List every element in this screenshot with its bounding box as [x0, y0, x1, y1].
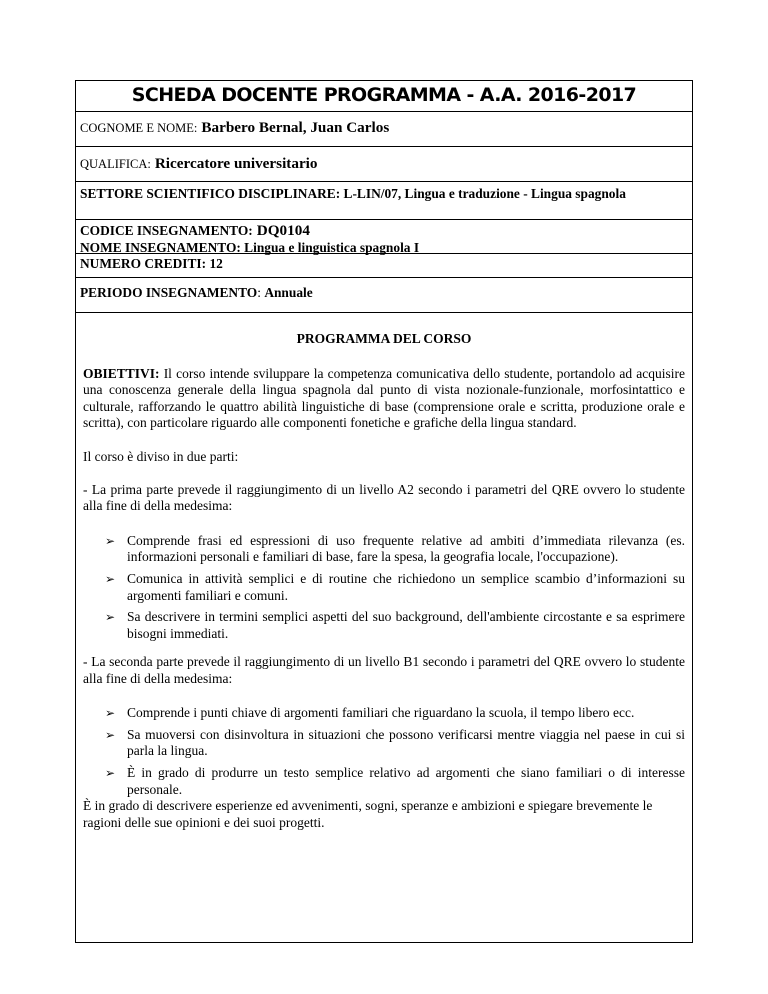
arrow-bullet-icon: ➢: [105, 572, 116, 587]
list-item: ➢ Comunica in attività semplici e di routine che richiedono un semplice scambio d’informazioni su argomenti familiari e comuni.: [105, 571, 685, 603]
parte1-intro: - La prima parte prevede il raggiungimento di un livello A2 secondo i parametri del QRE ovvero lo studente alla fine di della medesima:: [83, 482, 685, 514]
crediti-row: NUMERO CREDITI: 12: [76, 253, 692, 278]
list-item: ➢ Sa descrivere in termini semplici aspetti del suo background, dell'ambiente circostante e sa esprimere bisogni immediati.: [105, 609, 685, 641]
periodo-value: Annuale: [264, 285, 313, 300]
periodo-label: PERIODO INSEGNAMENTO: [80, 285, 258, 300]
arrow-bullet-icon: ➢: [105, 610, 116, 625]
settore-row: SETTORE SCIENTIFICO DISCIPLINARE: L-LIN/07, Lingua e traduzione - Lingua spagnola: [76, 182, 692, 220]
document-frame: [75, 80, 693, 943]
qualifica-label: QUALIFICA:: [80, 157, 151, 171]
obiettivi-label: OBIETTIVI:: [83, 366, 160, 381]
codice-block: [76, 220, 692, 254]
obiettivi-paragraph: [83, 366, 685, 432]
cognome-value: Barbero Bernal, Juan Carlos: [201, 119, 390, 136]
arrow-bullet-icon: ➢: [105, 728, 116, 742]
programma-section: [76, 313, 692, 942]
periodo-separator: :: [257, 285, 261, 300]
obiettivi-text: Il corso intende sviluppare la competenza comunicativa dello studente, portandolo ad acquisire una conoscenza generale della lingua spagnola dal punto di vista nozionale-funzionale, morfosintattico e culturale, rafforzando le quattro abilità linguistiche di base (comprensione orale e scritta, produzione orale e scritta), con particolare riguardo alle componenti fonetiche e grafiche della lingua standard.: [83, 366, 686, 431]
list-item: ➢ Sa muoversi con disinvoltura in situazioni che possono verificarsi mentre viaggia nel paese in cui si parla la lingua.: [105, 727, 685, 759]
arrow-bullet-icon: ➢: [105, 766, 116, 781]
codice-value: DQ0104: [256, 222, 310, 239]
qualifica-row: [76, 147, 692, 182]
programma-heading: PROGRAMMA DEL CORSO: [296, 331, 472, 346]
nome-insegnamento: NOME INSEGNAMENTO: Lingua e linguistica spagnola I: [80, 240, 420, 255]
qualifica-value: Ricercatore universitario: [154, 155, 318, 172]
list-item: ➢ Comprende frasi ed espressioni di uso frequente relative ad ambiti d’immediata rilevanza (es. informazioni personali e familiari di base, fare la spesa, la geografia locale, l'occupazione).: [105, 532, 685, 565]
parte1-list: [83, 533, 685, 642]
list-item: ➢ Comprende i punti chiave di argomenti familiari che riguardano la scuola, il tempo libero ecc.: [105, 705, 635, 721]
arrow-bullet-icon: ➢: [105, 533, 116, 548]
closing-paragraph: È in grado di descrivere esperienze ed avvenimenti, sogni, speranze e ambizioni e spiegare brevemente le ragioni delle sue opinioni e dei suoi progetti.: [83, 798, 653, 830]
cognome-row: [76, 112, 692, 147]
cognome-label: COGNOME E NOME:: [80, 121, 198, 135]
parte2-intro: - La seconda parte prevede il raggiungimento di un livello B1 secondo i parametri del QRE ovvero lo studente alla fine di della medesima:: [83, 654, 685, 686]
parte2-list: [83, 705, 685, 798]
arrow-bullet-icon: ➢: [105, 706, 116, 721]
list-item: ➢ È in grado di produrre un testo semplice relativo ad argomenti che siano familiari o di interesse personale.: [105, 765, 685, 797]
document-title: SCHEDA DOCENTE PROGRAMMA - A.A. 2016-2017: [76, 81, 692, 112]
periodo-row: [76, 277, 692, 313]
codice-label: CODICE INSEGNAMENTO:: [80, 223, 253, 238]
diviso-text: Il corso è diviso in due parti:: [83, 448, 239, 464]
